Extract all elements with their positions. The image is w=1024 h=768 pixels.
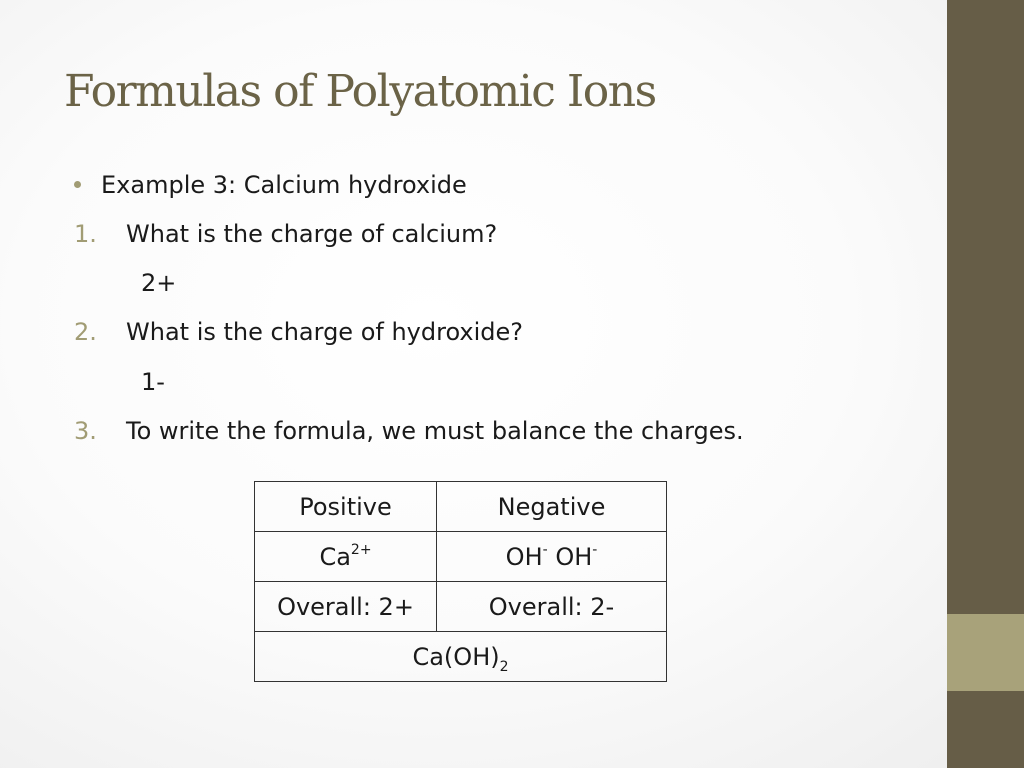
decorative-sidebar-accent <box>947 614 1024 691</box>
step-1-answer: 2+ <box>141 269 177 297</box>
table-row <box>255 532 667 582</box>
anion-1-symbol: OH <box>505 542 543 571</box>
step-2-number: 2. <box>74 318 97 346</box>
cation-symbol: Ca <box>319 542 351 571</box>
cation-cell <box>255 532 437 582</box>
step-3-number: 3. <box>74 417 97 445</box>
header-negative: Negative <box>437 482 667 532</box>
formula-subscript: 2 <box>499 658 509 675</box>
step-3-text: To write the formula, we must balance the charges. <box>126 417 744 445</box>
step-2-question: What is the charge of hydroxide? <box>126 318 523 346</box>
step-1-number: 1. <box>74 220 97 248</box>
step-1-question: What is the charge of calcium? <box>126 220 498 248</box>
table-row <box>255 632 667 682</box>
header-positive: Positive <box>255 482 437 532</box>
formula-base: Ca(OH) <box>412 642 500 671</box>
bullet-example-text: Example 3: Calcium hydroxide <box>101 171 467 199</box>
step-2-answer: 1- <box>141 368 165 396</box>
overall-negative: Overall: 2- <box>437 582 667 632</box>
anion-1-charge: - <box>542 541 548 558</box>
anion-cell <box>437 532 667 582</box>
anion-2-charge: - <box>592 541 598 558</box>
table-row <box>255 582 667 632</box>
formula-cell <box>255 632 667 682</box>
cation-charge: 2+ <box>350 541 372 558</box>
slide-title: Formulas of Polyatomic Ions <box>64 66 656 117</box>
anion-2-symbol: OH <box>555 542 593 571</box>
table-row <box>255 482 667 532</box>
overall-positive: Overall: 2+ <box>255 582 437 632</box>
bullet-dot-icon <box>74 181 81 188</box>
charge-balance-table <box>254 481 667 682</box>
